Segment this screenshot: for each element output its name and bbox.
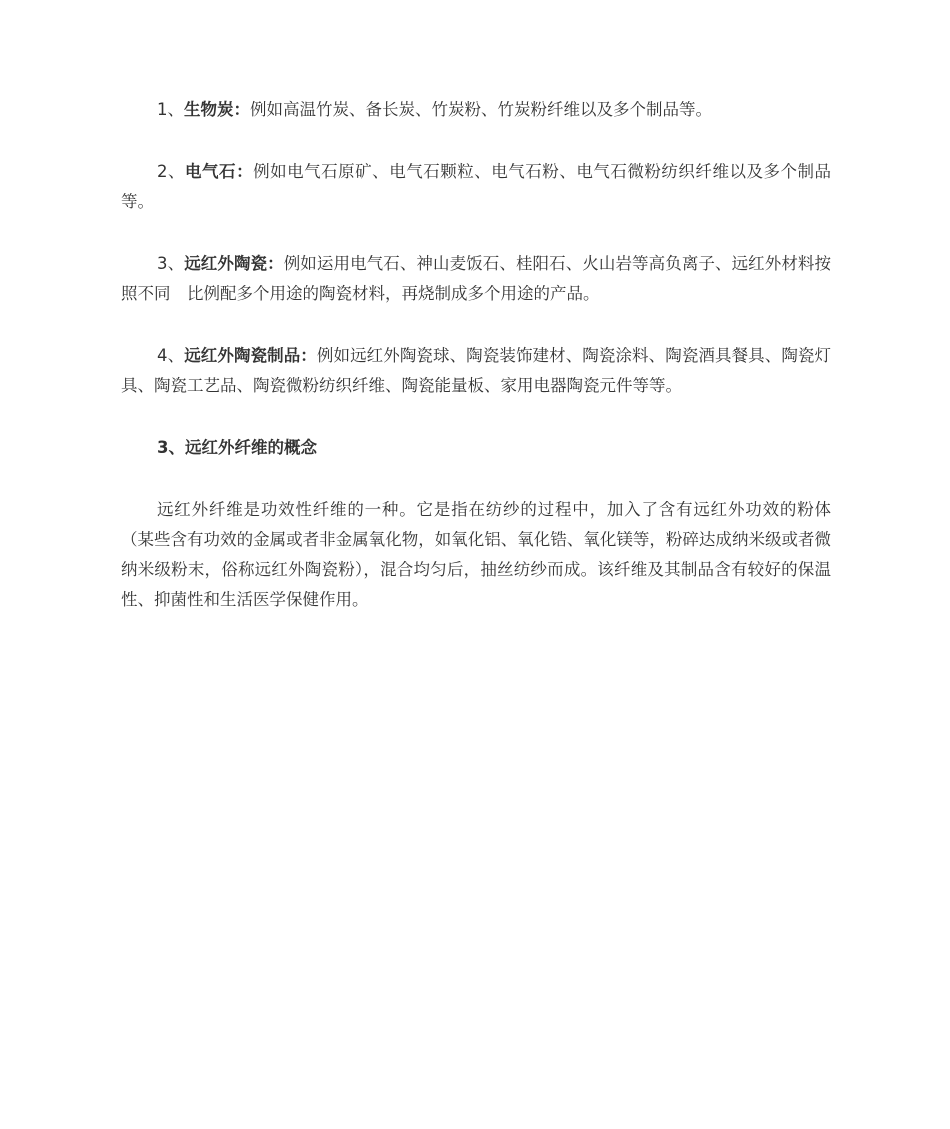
item-term: 生物炭： xyxy=(184,100,250,119)
item-number: 2、 xyxy=(157,162,186,181)
list-item-4 xyxy=(121,341,831,401)
item-term: 电气石： xyxy=(185,162,254,181)
list-item-3 xyxy=(121,249,831,309)
item-text: 例如远红外陶瓷球、陶瓷装饰建材、陶瓷涂料、陶瓷酒具餐具、陶瓷灯具、陶瓷工艺品、陶瓷微粉纺织纤维、陶瓷能量板、家用电器陶瓷元件等等。 xyxy=(121,346,832,395)
list-item-1 xyxy=(121,95,831,125)
item-text: 例如电气石原矿、电气石颗粒、电气石粉、电气石微粉纺织纤维以及多个制品等。 xyxy=(121,162,832,211)
item-number: 4、 xyxy=(157,346,185,365)
item-term: 远红外陶瓷： xyxy=(184,254,284,273)
item-text: 例如运用电气石、神山麦饭石、桂阳石、火山岩等高负离子、远红外材料按照不同 比例配多个用途的陶瓷材料，再烧制成多个用途的产品。 xyxy=(121,254,832,303)
list-item-2 xyxy=(121,157,831,217)
item-number: 3、 xyxy=(157,254,185,273)
item-term: 远红外陶瓷制品： xyxy=(184,346,317,365)
body-paragraph: 远红外纤维是功效性纤维的一种。它是指在纺纱的过程中，加入了含有远红外功效的粉体（某些含有功效的金属或者非金属氧化物，如氧化铝、氧化锆、氧化镁等，粉碎达成纳米级或者微纳米级粉末，俗称远红外陶瓷粉），混合均匀后，抽丝纺纱而成。该纤维及其制品含有较好的保温性、抑菌性和生活医学保健作用。 xyxy=(121,500,831,609)
item-text: 例如高温竹炭、备长炭、竹炭粉、竹炭粉纤维以及多个制品等。 xyxy=(250,100,712,119)
section-heading: 3、远红外纤维的概念 xyxy=(157,438,317,457)
item-number: 1、 xyxy=(157,100,184,119)
document-page xyxy=(121,95,831,647)
